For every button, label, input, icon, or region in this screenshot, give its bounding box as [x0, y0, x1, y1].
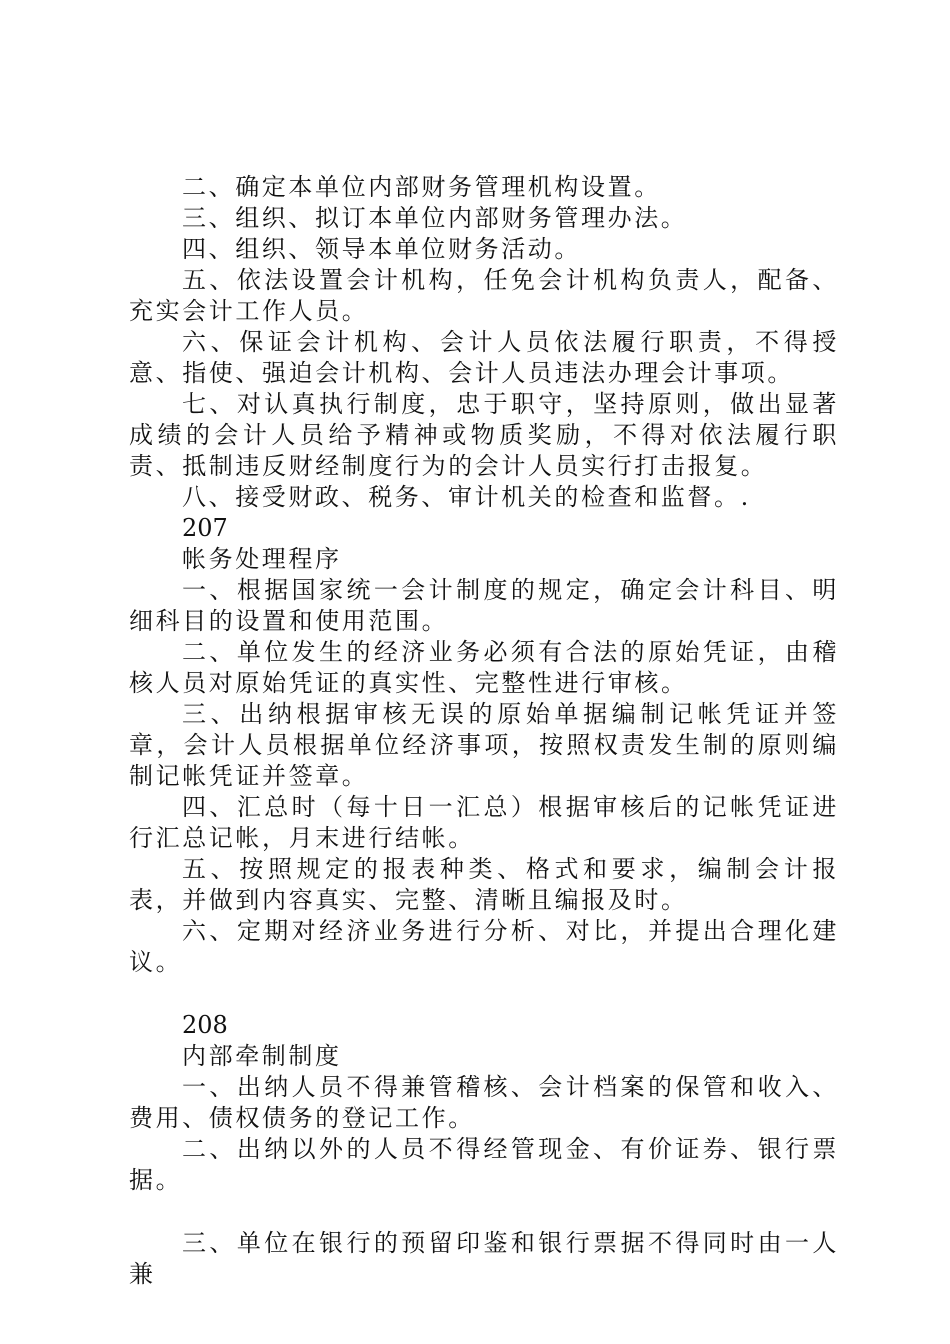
paragraph: 二、单位发生的经济业务必须有合法的原始凭证，由稽核人员对原始凭证的真实性、完整性进行审核。	[129, 638, 839, 697]
paragraph: 五、按照规定的报表种类、格式和要求，编制会计报表，并做到内容真实、完整、清晰且编报及时。	[129, 855, 839, 914]
paragraph: 一、根据国家统一会计制度的规定，确定会计科目、明细科目的设置和使用范围。	[129, 576, 839, 635]
spacer	[129, 1196, 839, 1228]
paragraph: 六、定期对经济业务进行分析、对比，并提出合理化建议。	[129, 917, 839, 976]
paragraph: 八、接受财政、税务、审计机关的检查和监督。.	[182, 483, 751, 511]
paragraph: 三、组织、拟订本单位内部财务管理办法。	[182, 204, 688, 232]
paragraph: 四、汇总时（每十日一汇总）根据审核后的记帐凭证进行汇总记帐，月末进行结帐。	[129, 793, 839, 852]
paragraph: 四、组织、领导本单位财务活动。	[182, 235, 581, 263]
section-number: 207	[182, 514, 228, 542]
document-body	[129, 172, 839, 1290]
section-title: 帐务处理程序	[182, 545, 342, 573]
paragraph: 七、对认真执行制度，忠于职守，坚持原则，做出显著成绩的会计人员给予精神或物质奖励，不得对依法履行职责、抵制违反财经制度行为的会计人员实行打击报复。	[129, 390, 839, 480]
paragraph: 二、确定本单位内部财务管理机构设置。	[182, 173, 661, 201]
paragraph: 五、依法设置会计机构，任免会计机构负责人，配备、充实会计工作人员。	[129, 266, 839, 325]
paragraph: 三、出纳根据审核无误的原始单据编制记帐凭证并签章，会计人员根据单位经济事项，按照权责发生制的原则编制记帐凭证并签章。	[129, 700, 839, 790]
paragraph: 六、保证会计机构、会计人员依法履行职责，不得授意、指使、强迫会计机构、会计人员违法办理会计事项。	[129, 328, 839, 387]
paragraph: 三、单位在银行的预留印鉴和银行票据不得同时由一人兼	[129, 1229, 839, 1288]
section-title: 内部牵制制度	[182, 1042, 342, 1070]
spacer	[129, 978, 839, 1010]
section-number: 208	[182, 1011, 228, 1039]
paragraph: 一、出纳人员不得兼管稽核、会计档案的保管和收入、费用、债权债务的登记工作。	[129, 1073, 839, 1132]
paragraph: 二、出纳以外的人员不得经管现金、有价证券、银行票据。	[129, 1135, 839, 1194]
